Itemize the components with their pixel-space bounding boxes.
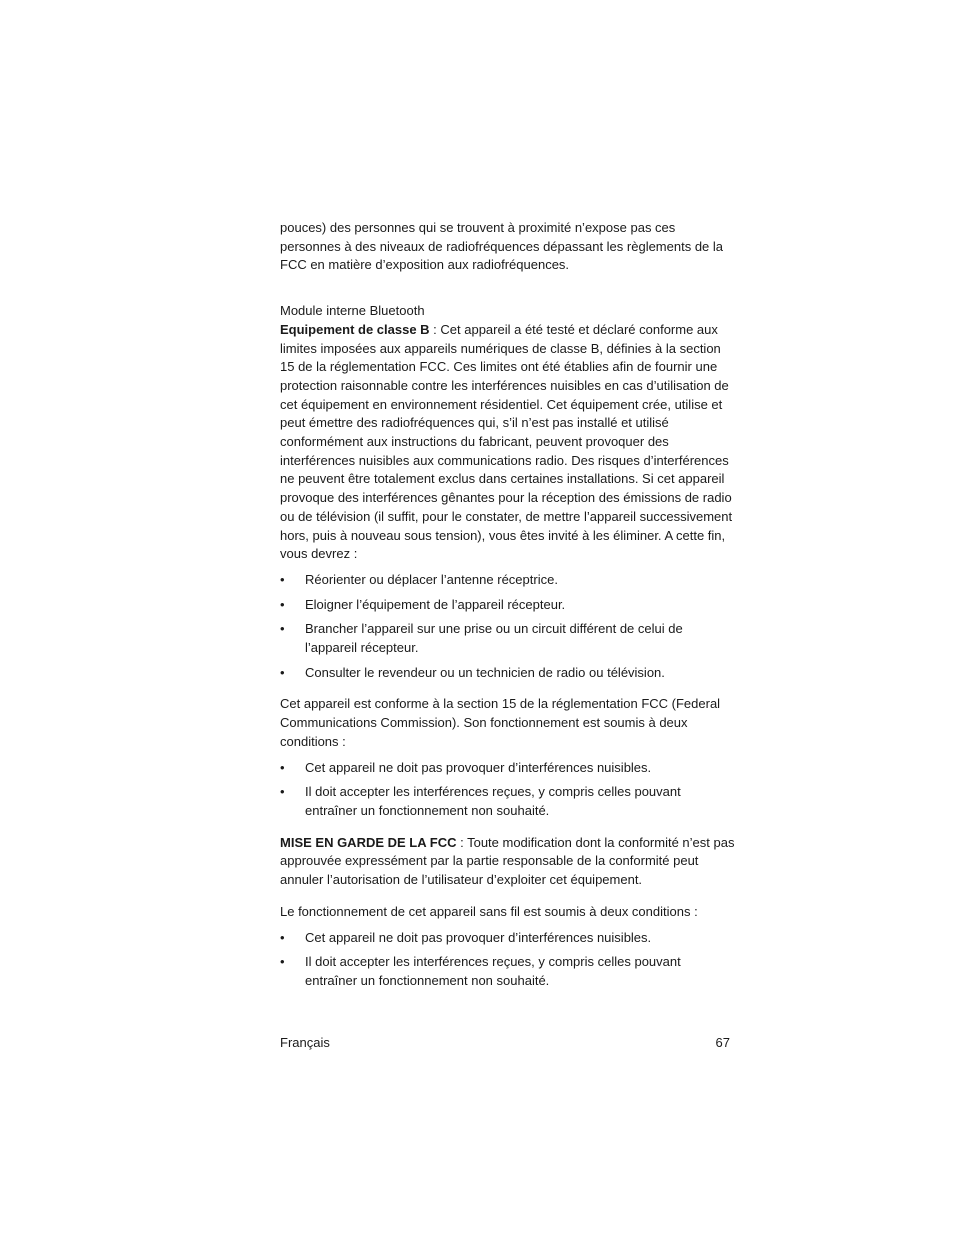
bullet-glyph: • (280, 596, 285, 612)
bullet-glyph: • (280, 664, 285, 680)
fcc-warning-text: : Toute modification dont la conformité n’est pas approuvée expressément par la partie responsable de la conformité peut annuler l’autorisation de l’utilisateur d’exploiter cet équipement. (280, 834, 735, 888)
list-item: • Cet appareil ne doit pas provoquer d’interférences nuisibles. (280, 759, 735, 778)
page-number: 67 (715, 1035, 730, 1050)
list-item: • Consulter le revendeur ou un technicien de radio ou télévision. (280, 664, 735, 683)
bluetooth-paragraph (280, 321, 735, 564)
bullet-glyph: • (280, 759, 285, 775)
bluetooth-heading: Module interne Bluetooth (280, 303, 425, 319)
intro-paragraph: pouces) des personnes qui se trouvent à proximité n’expose pas ces personnes à des niveaux de radiofréquences dépassant les règlements de la FCC en matière d’exposition aux radiofréquences. (280, 220, 724, 273)
bullet-glyph: • (280, 621, 285, 637)
class-b-label: Equipement de classe B (280, 321, 430, 337)
list-item: • Cet appareil ne doit pas provoquer d’interférences nuisibles. (280, 929, 735, 948)
wireless-paragraph: Le fonctionnement de cet appareil sans fil est soumis à deux conditions : (280, 903, 698, 919)
fcc-warning-paragraph (280, 834, 735, 890)
list-item: • Eloigner l’équipement de l’appareil récepteur. (280, 596, 735, 615)
bluetooth-list (280, 571, 735, 683)
list-item: • Réorienter ou déplacer l’antenne réceptrice. (280, 571, 735, 590)
list-item: • Il doit accepter les interférences reçues, y compris celles pouvant entraîner un fonctionnement non souhaité. (280, 784, 681, 818)
bullet-glyph: • (280, 784, 285, 800)
footer-language: Français (280, 1035, 330, 1050)
class-b-text: : Cet appareil a été testé et déclaré conforme aux limites imposées aux appareils numériques de classe B, définies à la section 15 de la réglementation FCC. Ces limites ont été établies afin de fournir une protection raisonnable contre les interférences nuisibles en cas d’utilisation de cet équipement en environnement résidentiel. Cet équipement crée, utilise et peut émettre des radiofréquences qui, s’il n’est pas installé et utilisé conformément aux instructions du fabricant, peuvent provoquer des interférences nuisibles aux communications radio. Des risques d’interférences ne peuvent être totalement exclus dans certaines installations. Si cet appareil provoque des interférences gênantes pour la réception des émissions de radio ou de télévision (il suffit, pour le constater, de mettre l’appareil successivement hors, puis à nouveau sous tension), vous êtes invité à les éliminer. A cette fin, vous devrez : (280, 321, 733, 562)
compliance-paragraph: Cet appareil est conforme à la section 15 de la réglementation FCC (Federal Communications Commission). Son fonctionnement est soumis à deux conditions : (280, 696, 721, 749)
compliance-list (280, 759, 735, 821)
bullet-glyph: • (280, 929, 285, 945)
list-item: • Brancher l’appareil sur une prise ou un circuit différent de celui de l’appareil récepteur. (280, 621, 683, 656)
bullet-glyph: • (280, 571, 285, 587)
bullet-glyph: • (280, 954, 285, 970)
wireless-list (280, 929, 735, 991)
page-body (280, 219, 735, 1004)
list-item: • Il doit accepter les interférences reçues, y compris celles pouvant entraîner un fonctionnement non souhaité. (280, 954, 681, 988)
fcc-warning-label: MISE EN GARDE DE LA FCC (280, 834, 457, 850)
